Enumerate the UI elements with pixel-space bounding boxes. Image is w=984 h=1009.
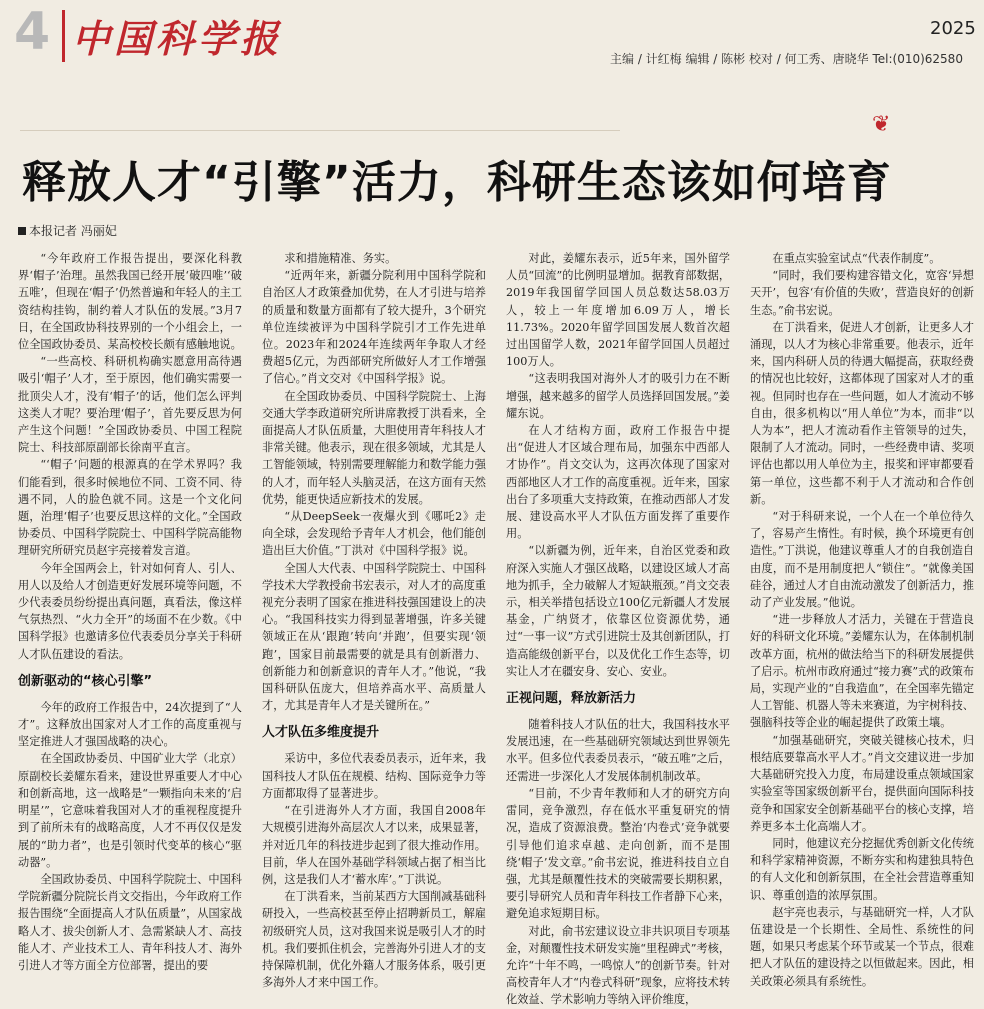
article-paragraph: 在重点实验室试点“代表作制度”。 — [772, 252, 941, 265]
article-paragraph: “这表明我国对海外人才的吸引力在不断增强，越来越多的留学人员选择回国发展。”姜耀东说。 — [506, 372, 730, 420]
section-heading: 正视问题，释放新活力 — [506, 691, 637, 707]
article-paragraph: “近两年来，新疆分院利用中国科学院和自治区人才政策叠加优势，在人才引进与培养的质量和数量方面都有了较大提升，3个研究单位连续被评为中国科学院引才工作先进单位。2023年和2024年连续两年争取人才经费超5亿元，为西部研究所做好人才工作增强了信心。”肖文交对《中国科学报》说。 — [262, 269, 486, 386]
article-paragraph: 今年的政府工作报告中，24次提到了“人才”。这释放出国家对人才工作的高度重视与坚定推进人才强国战略的决心。 — [18, 700, 242, 749]
article-paragraph: “今年政府工作报告提出，要深化科教界‘帽子’治理。虽然我国已经开展‘破四唯’‘破五唯’，但现在‘帽子’仍然普遍和年轻人的主工资结构挂钩，制约着人才队伍的发展。”3月7日，在全国政协科技界别的一个小组会上，一位全国政协委员、某高校校长颇有感触地说。 — [18, 252, 242, 352]
article-paragraph: 在全国政协委员、中国科学院院士、上海交通大学李政道研究所讲席教授丁洪看来，全面提高人才队伍质量，大胆使用青年科技人才非常关键。他表示，现在很多领域，尤其是人工智能领域，特别需要理解能力和数学能力强的人才，而年轻人头脑灵活，在这方面有天然优势，能更快适应新技术的发展。 — [262, 389, 486, 506]
article-paragraph: 同时，他建议充分挖掘优秀创新文化传统和科学家精神资源，不断夯实和构建独具特色的有人文化和创新氛围，在全社会营造尊重知识、尊重创造的浓厚氛围。 — [750, 836, 974, 902]
masthead — [0, 0, 984, 84]
page-number: 4 — [14, 2, 51, 62]
article-paragraph: “以新疆为例，近年来，自治区党委和政府深入实施人才强区战略，以建设区域人才高地为抓手，全力破解人才短缺瓶颈。”肖文交表示，相关举措包括设立100亿元新疆人才发展基金，广纳贤才，依靠区位资源优势，通过“一事一议”方式引进院士及其创新团队，打造高能级创新平台，以及优化工作生态等，切实让人才在疆安身、安心、安业。 — [506, 544, 731, 678]
editor-credits: 主编 / 计红梅 编辑 / 陈彬 校对 / 何工秀、唐晓华 Tel:(010)62580 — [610, 52, 963, 66]
article-paragraph: 在丁洪看来，当前某西方大国削减基础科研投入，一些高校甚至停止招聘新员工，解雇初级研究人员，这对我国来说是吸引人才的时机。我们要抓住机会，完善海外引进人才的支持保障机制，优化外籍人才服务体系，吸引更多海外人才来中国工作。 — [262, 890, 486, 990]
article-paragraph: 采访中，多位代表委员表示，近年来，我国科技人才队伍在规模、结构、国际竞争力等方面都取得了显著进步。 — [262, 752, 486, 800]
article-paragraph: “从DeepSeek一夜爆火到《哪吒2》走向全球，会发现给予青年人才机会，他们能创造出巨大价值。”丁洪对《中国科学报》说。 — [262, 510, 486, 558]
article-paragraph: “同时，我们要构建容错文化，宽容‘异想天开’，包容‘有价值的失败’，营造良好的创新生态。”俞书宏说。 — [750, 269, 974, 317]
article-paragraph: 随着科技人才队伍的壮大，我国科技水平发展迅速，在一些基础研究领域达到世界领先水平。但多位代表委员表示，“破五唯”之后，还需进一步深化人才发展体制机制改革。 — [506, 718, 731, 783]
newspaper-logo: 中国科学报 — [72, 16, 283, 61]
article-paragraph: 对此，俞书宏建议设立非共识项目专项基金，对颠覆性技术研发实施“里程碑式”考核，允许“十年不鸣，一鸣惊人”的创新节奏。针对高校青年人才“内卷式科研”现象，应将技术转化效益、学术影响力等纳入评价维度， — [506, 924, 731, 1007]
article-paragraph: 今年全国两会上，针对如何育人、引人、用人以及给人才创造更好发展环境等问题，不少代表委员纷纷提出真问题，真看法，像这样气氛热烈、“火力全开”的场面不在少数。《中国科学报》也邀请多位代表委员分享关于科研人才队伍建设的看法。 — [18, 561, 242, 661]
article-paragraph: “进一步释放人才活力，关键在于营造良好的科研文化环境。”姜耀东认为，在体制机制改革方面，杭州的做法给当下的科研发展提供了启示。杭州市政府通过“接力赛”式的政策布局，实现产业的“自我造血”，在全国率先锚定人工智能、机器人等未来赛道，为宇树科技、强脑科技等企业的崛起提供了政策土壤。 — [750, 613, 975, 730]
byline — [18, 222, 117, 239]
article-paragraph: “目前，不少青年教师和人才的研究方向雷同，竞争激烈，存在低水平重复研究的情况，造成了资源浪费。整治‘内卷式’竞争就要引导他们追求卓越、走向创新，而不是围绕‘帽子’发文章。”俞书宏说，推进科技自立自强，尤其是颠覆性技术的突破需要长期积累，要引导研究人员和青年科技工作者静下心来，避免追求短期目标。 — [506, 786, 730, 921]
headline-area — [0, 84, 984, 230]
article-paragraph: “一些高校、科研机构确实愿意用高待遇吸引‘帽子’人才，至于原因，他们确实需要一批顶尖人才，没有‘帽子’的话，他们怎么评判这类人才呢？要治理‘帽子’，首先要反思为何产生这个问题！”全国政协委员、中国工程院院士、科技部原副部长徐南平直言。 — [18, 355, 242, 455]
issue-date: 2025 — [930, 18, 976, 39]
article-headline: 释放人才“引擎”活力，科研生态该如何培育 — [22, 157, 892, 208]
square-bullet-icon — [18, 227, 26, 235]
article-paragraph: 求和措施精准、务实。 — [284, 252, 397, 265]
article-paragraph: 对此，姜耀东表示，近5年来，国外留学人员“回流”的比例明显增加。据教育部数据，2019年我国留学回国人员总数达58.03万人，较上一年度增加6.09万人，增长11.73%。2020年留学回国发展人数首次超过出国留学人数，2021年留学回国人员超过100万人。 — [506, 252, 731, 369]
article-paragraph: 在人才结构方面，政府工作报告中提出“促进人才区域合理布局，加强东中西部人才协作”。肖文交认为，这再次体现了国家对西部地区人才工作的高度重视。近年来，国家出台了多项重大支持政策，在推动西部人才发展、建设高水平人才队伍方面发挥了重要作用。 — [506, 424, 730, 541]
article-paragraph: 全国人大代表、中国科学院院士、中国科学技术大学教授俞书宏表示，对人才的高度重视充分表明了国家在推进科技强国建设上的决心。“我国科技实力得到显著增强，许多关键领域正在从‘跟跑’转向‘并跑’，但要实现‘领跑’，国家目前最需要的就是具有创新潜力、创新能力和创新意识的青年人才。”他说，“我国科研队伍庞大，但培养高水平、高质量人才，尤其是青年人才是关键所在。” — [262, 561, 486, 713]
article-column-3 — [506, 250, 731, 1007]
article-paragraph: 在丁洪看来，促进人才创新，让更多人才涌现，以人才为核心非常重要。他表示，近年来，国内科研人员的待遇大幅提高，获取经费的情况也比较好，这都体现了国家对人才的重视。但同时也存在一些问题，如人才流动不够自由，很多机构以“用人单位”为本，而非“以人为本”，把人才流动看作主管领导的过失，限制了人才流动。同时，一些经费申请、奖项评估也都以用人单位为主，报奖和评审都要看第一单位，这些都不利于人才流动和合作创新。 — [750, 320, 974, 506]
decorative-line — [20, 130, 620, 131]
article-column-2 — [262, 250, 486, 990]
article-paragraph: “对于科研来说，一个人在一个单位待久了，容易产生惰性。有时候，换个环境更有创造性。”丁洪说，他建议尊重人才的自我创造自由度，而不是用制度把人“锁住”。“就像美国硅谷，通过人才自由流动激发了创新活力，推动了产业发展。”他说。 — [750, 510, 974, 610]
section-heading: 人才队伍多维度提升 — [262, 725, 380, 741]
article-paragraph: 赵宇亮也表示，与基础研究一样，人才队伍建设是一个长期性、全局性、系统性的问题，如果只考虑某个环节或某一个节点，很难把人才队伍的建设持之以恒做起来。因此，相关政策必须具有系统性。 — [750, 905, 974, 988]
article-paragraph: “‘帽子’问题的根源真的在学术界吗？我们能看到，很多时候地位不同、工资不同、待遇不同，人的脸色就不同。这是一个文化问题，治理‘帽子’也要反思这样的文化。”全国政协委员、中国科学院院士、中国科学院高能物理研究所研究员赵宇亮接着发言道。 — [18, 458, 242, 558]
article-column-4 — [750, 250, 975, 988]
article-column-1 — [18, 250, 243, 972]
article-paragraph: 全国政协委员、中国科学院院士、中国科学院新疆分院院长肖文交指出，今年政府工作报告围绕“全面提高人才队伍质量”，从国家战略人才、拔尖创新人才、急需紧缺人才、高技能人才、产业技术工人、青年科技人才、海外引进人才等方面全方位部署，提出的要 — [18, 872, 243, 972]
bird-decoration-icon: ❦ — [872, 112, 891, 137]
byline-text: 本报记者 冯丽妃 — [29, 224, 117, 238]
masthead-divider — [62, 10, 65, 62]
article-paragraph: 在全国政协委员、中国矿业大学（北京）原副校长姜耀东看来，建设世界重要人才中心和创新高地，这一战略是“一颗指向未来的‘启明星’”，它意味着我国对人才的重视程度提升到了前所未有的战略高度，人才不再仅仅是发展的“助力者”，也是引领时代变革的核心“驱动器”。 — [18, 752, 242, 869]
section-heading: 创新驱动的“核心引擎” — [18, 673, 153, 689]
article-paragraph: “在引进海外人才方面，我国自2008年大规模引进海外高层次人才以来，成果显著，并对近几年的科技进步起到了很大推动作用。目前，华人在国外基础学科领域占据了相当比例，这是我们人才‘蓄水库’。”丁洪说。 — [262, 804, 486, 886]
article-paragraph: “加强基础研究，突破关键核心技术，归根结底要靠高水平人才。”肖文交建议进一步加大基础研究投入力度，布局建设重点领域国家实验室等国家级创新平台，提供面向国际科技竞争和国家安全创新基础平台的核心支撑，培养更多本土化高端人才。 — [750, 733, 974, 833]
